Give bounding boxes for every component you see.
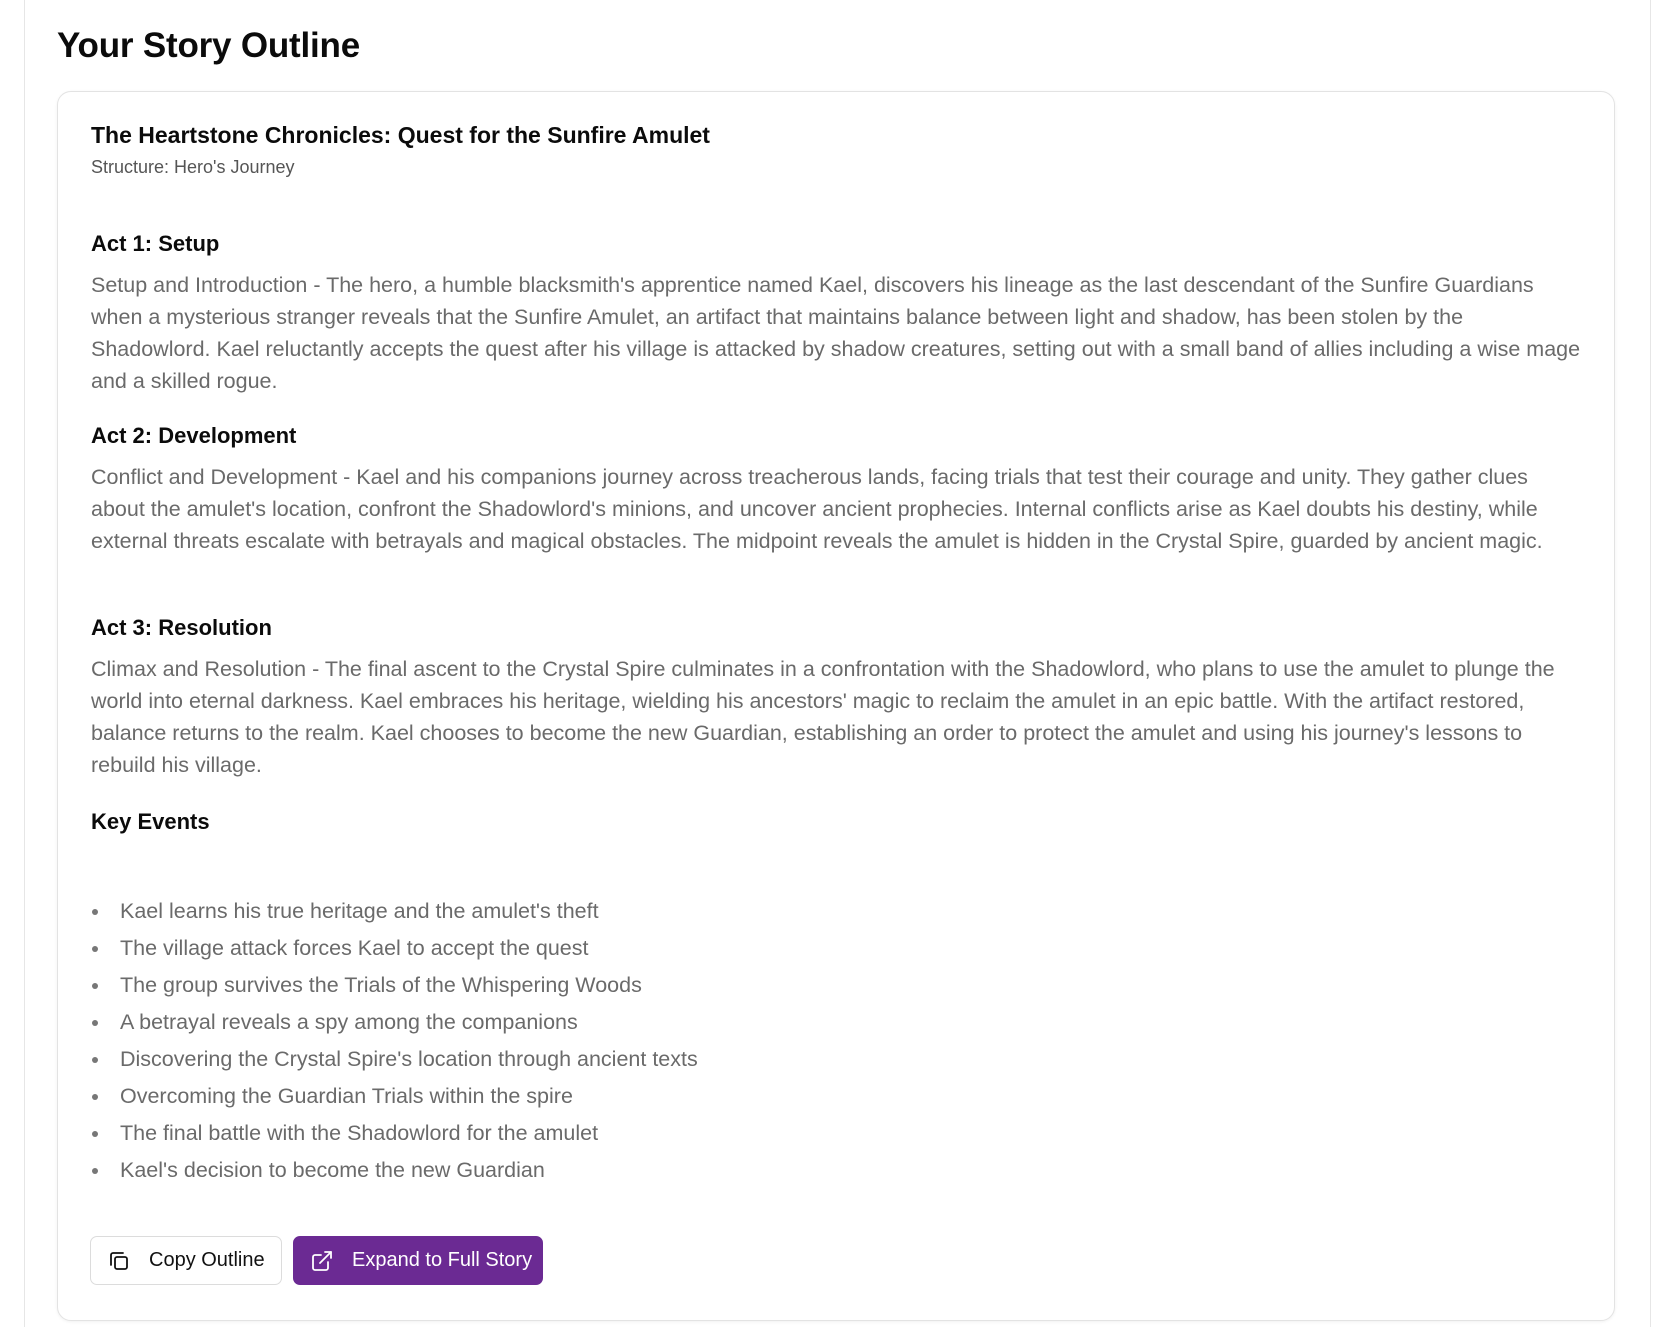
list-item: A betrayal reveals a spy among the companions [90, 1004, 698, 1041]
act-1-text: Setup and Introduction - The hero, a humble blacksmith's apprentice named Kael, discovers his lineage as the last descendant of the Sunfire Guardians when a mysterious stranger reveals that the Sunfire Amulet, an artifact that maintains balance between light and shadow, has been stolen by the Shadowlord. Kael reluctantly accepts the quest after his village is attacked by shadow creatures, setting out with a small band of allies including a wise mage and a skilled rogue. [91, 273, 1581, 393]
list-item: Overcoming the Guardian Trials within the spire [90, 1078, 698, 1115]
list-item: Kael learns his true heritage and the amulet's theft [90, 893, 698, 930]
list-item: The village attack forces Kael to accept the quest [90, 930, 698, 967]
story-title: The Heartstone Chronicles: Quest for the Sunfire Amulet [91, 122, 710, 148]
copy-icon [107, 1249, 131, 1273]
act-2-text: Conflict and Development - Kael and his companions journey across treacherous lands, facing trials that test their courage and unity. They gather clues about the amulet's location, confront the Shadowlord's minions, and uncover ancient prophecies. Internal conflicts arise as Kael doubts his destiny, while external threats escalate with betrayals and magical obstacles. The midpoint reveals the amulet is hidden in the Crystal Spire, guarded by ancient magic. [91, 465, 1543, 553]
copy-outline-label: Copy Outline [149, 1249, 265, 1271]
act-2-heading: Act 2: Development [91, 423, 297, 448]
expand-full-story-label: Expand to Full Story [352, 1249, 533, 1271]
expand-full-story-button[interactable] [293, 1236, 543, 1285]
list-item: The final battle with the Shadowlord for the amulet [90, 1115, 698, 1152]
act-1-heading: Act 1: Setup [91, 231, 220, 256]
list-item: Discovering the Crystal Spire's location through ancient texts [90, 1041, 698, 1078]
key-events-heading: Key Events [91, 809, 210, 834]
page-title: Your Story Outline [57, 26, 360, 65]
copy-outline-button[interactable] [90, 1236, 282, 1285]
act-3-text: Climax and Resolution - The final ascent to the Crystal Spire culminates in a confrontation with the Shadowlord, who plans to use the amulet to plunge the world into eternal darkness. Kael embraces his heritage, wielding his ancestors' magic to reclaim the amulet in an epic battle. With the artifact restored, balance returns to the realm. Kael chooses to become the new Guardian, establishing an order to protect the amulet and using his journey's lessons to rebuild his village. [91, 657, 1555, 777]
external-link-icon [310, 1249, 334, 1273]
act-3-heading: Act 3: Resolution [91, 615, 272, 640]
story-structure: Structure: Hero's Journey [91, 157, 295, 177]
list-item: The group survives the Trials of the Whispering Woods [90, 967, 698, 1004]
key-events-list [90, 893, 698, 1189]
list-item: Kael's decision to become the new Guardian [90, 1152, 698, 1189]
